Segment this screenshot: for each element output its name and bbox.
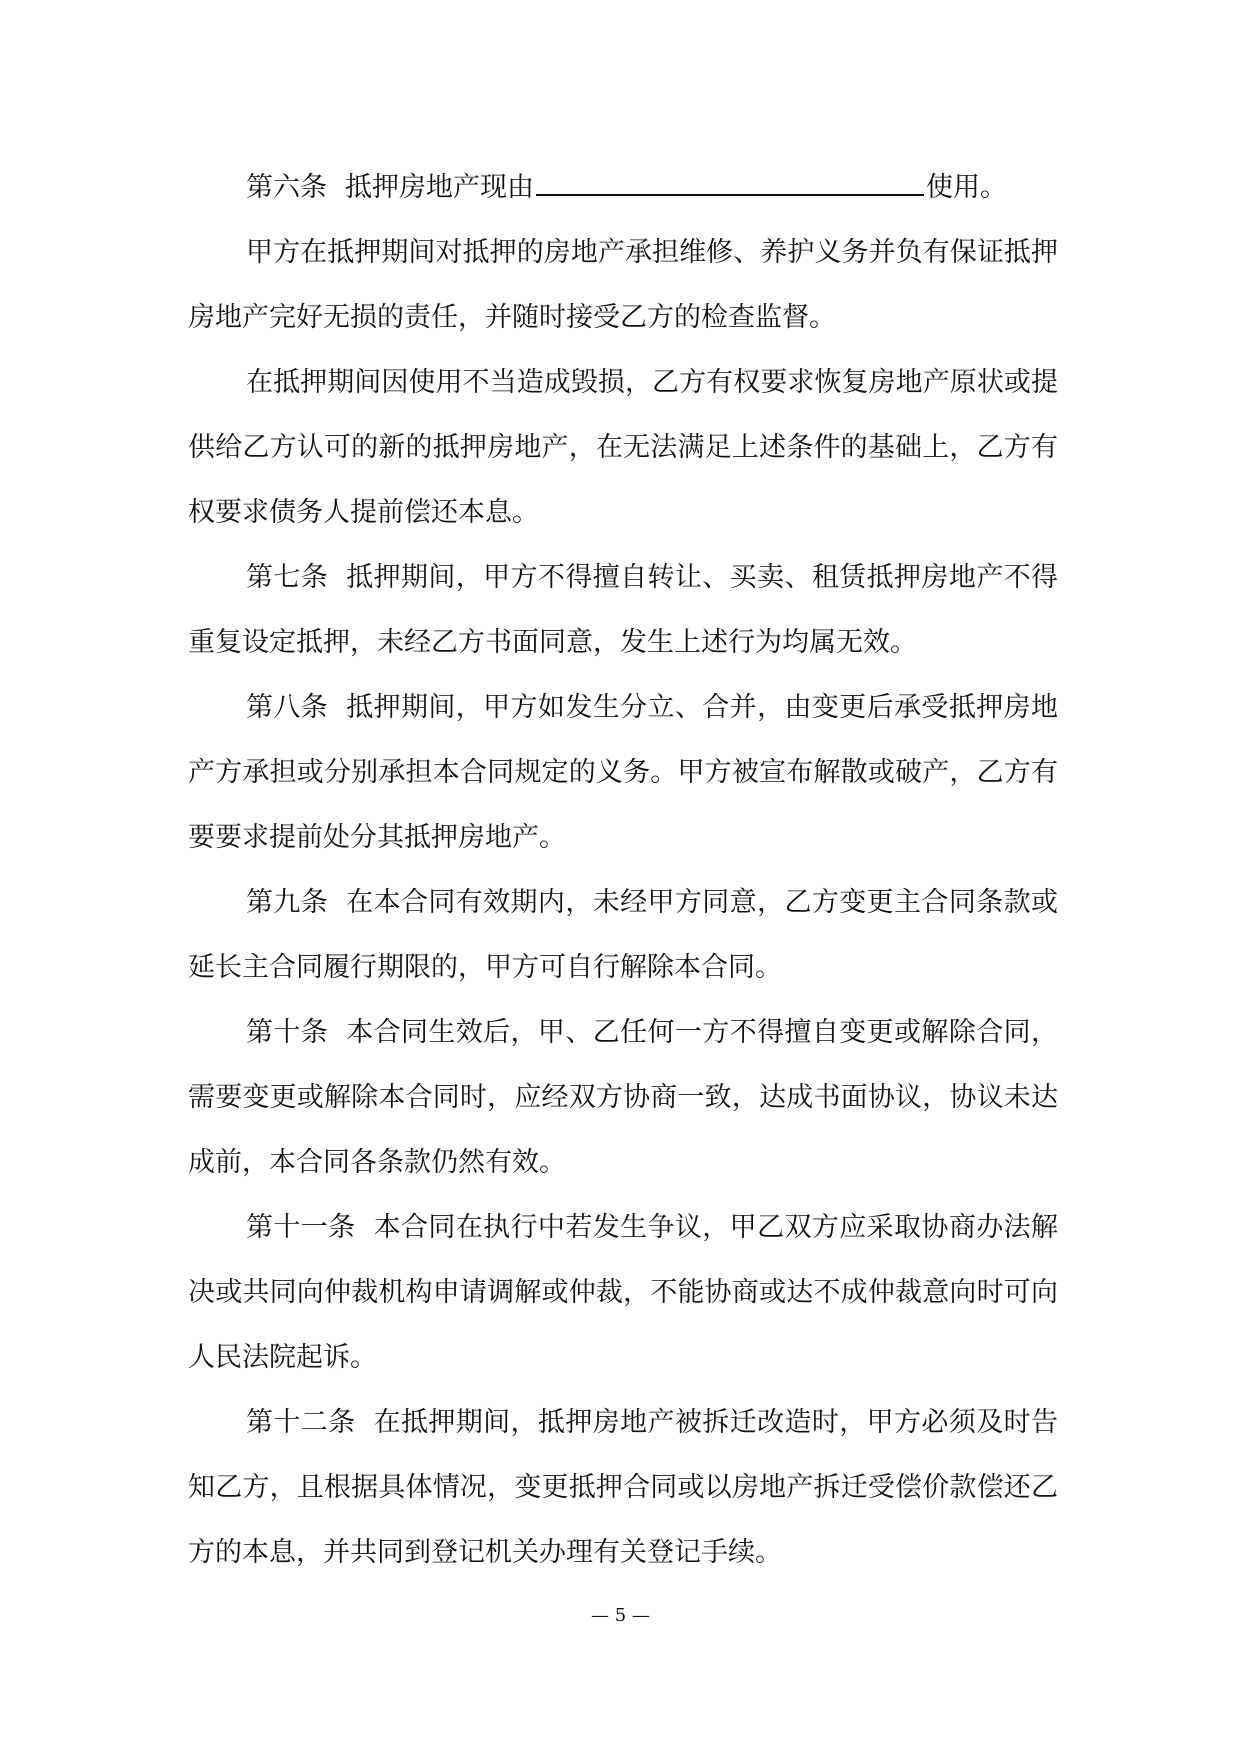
- paragraph-text: 在抵押期间因使用不当造成毁损，乙方有权要求恢复房地产原状或提供给乙方认可的新的抵押房地产，在无法满足上述条件的基础上，乙方有权要求债务人提前偿还本息。: [188, 367, 1058, 528]
- article-8-paragraph: [188, 675, 1058, 870]
- paragraph-text: 本合同生效后，甲、乙任何一方不得擅自变更或解除合同，需要变更或解除本合同时，应经双方协商一致，达成书面协议，协议未达成前，本合同各条款仍然有效。: [188, 1017, 1059, 1178]
- user-fill-blank[interactable]: [536, 172, 924, 196]
- article-8-label: 第八条: [246, 692, 329, 723]
- paragraph-text: 抵押期间，甲方不得擅自转让、买卖、租赁抵押房地产不得重复设定抵押，未经乙方书面同意，发生上述行为均属无效。: [188, 562, 1059, 658]
- article-9-label: 第九条: [246, 887, 329, 918]
- article-12-paragraph: [188, 1390, 1058, 1585]
- article-10-paragraph: [188, 1000, 1058, 1195]
- article-6-text-after: 使用。: [926, 172, 1007, 203]
- page-number: — 5 —: [591, 1605, 650, 1626]
- paragraph-text: 抵押期间，甲方如发生分立、合并，由变更后承受抵押房地产方承担或分别承担本合同规定的义务。甲方被宣布解散或破产，乙方有要要求提前处分其抵押房地产。: [188, 692, 1059, 853]
- article-11-paragraph: [188, 1195, 1058, 1390]
- article-11-label: 第十一条: [246, 1212, 356, 1243]
- maintenance-obligation-paragraph: [188, 220, 1058, 350]
- paragraph-text: 甲方在抵押期间对抵押的房地产承担维修、养护义务并负有保证抵押房地产完好无损的责任，并随时接受乙方的检查监督。: [188, 237, 1058, 333]
- article-7-label: 第七条: [246, 562, 329, 593]
- article-6-paragraph: [188, 155, 1058, 220]
- paragraph-text: 在本合同有效期内，未经甲方同意，乙方变更主合同条款或延长主合同履行期限的，甲方可自行解除本合同。: [188, 887, 1059, 983]
- paragraph-text: 本合同在执行中若发生争议，甲乙双方应采取协商办法解决或共同向仲裁机构申请调解或仲裁，不能协商或达不成仲裁意向时可向人民法院起诉。: [188, 1212, 1059, 1373]
- contract-body: [188, 155, 1058, 1585]
- article-6-label: 第六条: [246, 172, 327, 203]
- article-10-label: 第十条: [246, 1017, 329, 1048]
- article-12-label: 第十二条: [246, 1407, 356, 1438]
- paragraph-text: 在抵押期间，抵押房地产被拆迁改造时，甲方必须及时告知乙方，且根据具体情况，变更抵押合同或以房地产拆迁受偿价款偿还乙方的本息，并共同到登记机关办理有关登记手续。: [188, 1407, 1059, 1568]
- article-9-paragraph: [188, 870, 1058, 1000]
- damage-remedy-paragraph: [188, 350, 1058, 545]
- article-7-paragraph: [188, 545, 1058, 675]
- article-6-text-before: 抵押房地产现由: [345, 172, 534, 203]
